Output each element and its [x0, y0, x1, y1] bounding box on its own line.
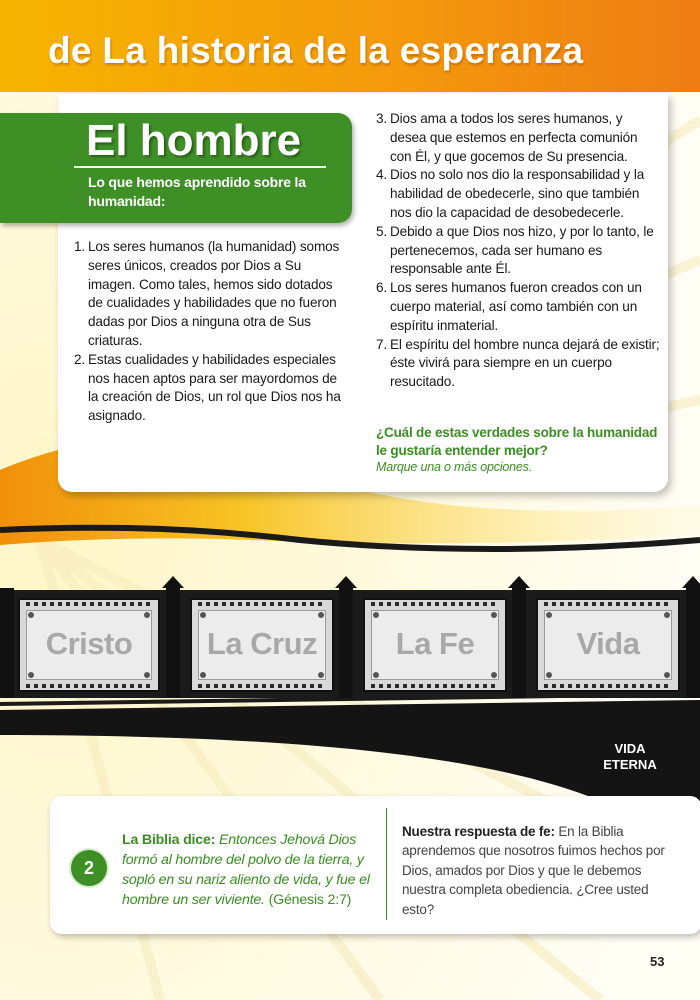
list-number: 3. — [376, 111, 388, 126]
list-text: Debido a que Dios nos hizo, y por lo tanto, le pertenecemos, cada ser humano es responsable ante Él. — [390, 223, 654, 277]
section-subtitle: Lo que hemos aprendido sobre la humanidad: — [88, 174, 306, 209]
page-number: 53 — [650, 954, 665, 969]
film-frame-cristo — [18, 598, 160, 692]
bible-reference: (Génesis 2:7) — [268, 892, 352, 908]
list-text: El espíritu del hombre nunca dejará de existir; éste vivirá para siempre en un cuerpo resucitado. — [390, 336, 660, 390]
film-post — [0, 588, 14, 698]
list-text: Dios no solo nos dio la responsabilidad y la habilidad de obedecerle, sino que también nos dio la capacidad de desobedecerle. — [390, 167, 645, 220]
post-cap — [335, 576, 357, 588]
film-frame-vida — [536, 598, 680, 692]
faith-label: Nuestra respuesta de fe: — [402, 824, 555, 839]
post-cap — [162, 576, 184, 588]
list-text: Los seres humanos (la humanidad) somos seres únicos, creados por Dios a Su imagen. Como tales, hemos sido dotados de cualidades y habilidades que no fueron dadas por Dios a ninguna otra de Sus criaturas. — [88, 239, 340, 348]
question-instruction: Marque una o más opciones. — [376, 460, 533, 474]
list-text: Estas cualidades y habilidades especiales nos hacen aptos para ser mayordomos de la creación de Dios, un rol que Dios nos ha asignado. — [88, 351, 341, 424]
list-item — [74, 238, 350, 351]
bible-says — [122, 830, 370, 910]
frame-label: La Cruz — [206, 626, 318, 661]
list-number: 4. — [376, 167, 388, 183]
list-item — [74, 351, 350, 426]
post-cap — [508, 576, 530, 588]
truths-list-right — [376, 110, 662, 392]
bible-label: La Biblia dice: — [122, 832, 216, 848]
list-number: 1. — [74, 239, 86, 254]
truths-list-left — [74, 238, 350, 426]
film-frame-la-fe — [363, 598, 507, 692]
list-item — [376, 223, 662, 279]
frame-label: Vida — [576, 626, 640, 661]
section-tab — [0, 113, 352, 223]
faith-response — [402, 822, 672, 919]
list-number: 2. — [74, 351, 86, 367]
road-label: VIDA ETERNA — [603, 741, 657, 772]
frame-label: La Fe — [395, 626, 475, 661]
film-post — [686, 588, 700, 698]
film-frame-la-cruz — [190, 598, 334, 692]
list-item — [376, 166, 662, 222]
list-item — [376, 336, 662, 392]
list-number: 7. — [376, 336, 388, 352]
post-cap — [682, 576, 700, 588]
frame-label: Cristo — [45, 626, 133, 661]
film-post — [339, 588, 353, 698]
list-text: Dios ama a todos los seres humanos, y desea que estemos en perfecta comunión con Él, y que gocemos de Su presencia. — [390, 111, 638, 164]
page-header — [0, 0, 700, 92]
list-number: 5. — [376, 223, 388, 239]
list-item — [376, 110, 662, 166]
column-divider — [386, 808, 387, 920]
faith-text: En la Biblia aprendemos que nosotros fuimos hechos por Dios, amados por Dios y que le debemos nuestra completa obediencia. ¿Cree usted esto? — [402, 824, 665, 917]
title-underline — [74, 166, 326, 168]
film-post — [512, 588, 526, 698]
section-title: El hombre — [86, 116, 302, 165]
bible-quote: Entonces Jehová Dios formó al hombre del polvo de la tierra, y sopló en su nariz aliento de vida, y fue el hombre un ser viviente. — [122, 832, 370, 908]
list-number: 6. — [376, 280, 388, 296]
list-item — [376, 279, 662, 335]
film-post — [166, 588, 180, 698]
header-title: de La historia de la esperanza — [48, 30, 584, 71]
step-number-badge: 2 — [69, 848, 109, 888]
reflection-question: ¿Cuál de estas verdades sobre la humanidad le gustaría entender mejor? — [376, 425, 658, 458]
list-text: Los seres humanos fueron creados con un cuerpo material, así como también con un espíritu inmaterial. — [390, 280, 642, 333]
